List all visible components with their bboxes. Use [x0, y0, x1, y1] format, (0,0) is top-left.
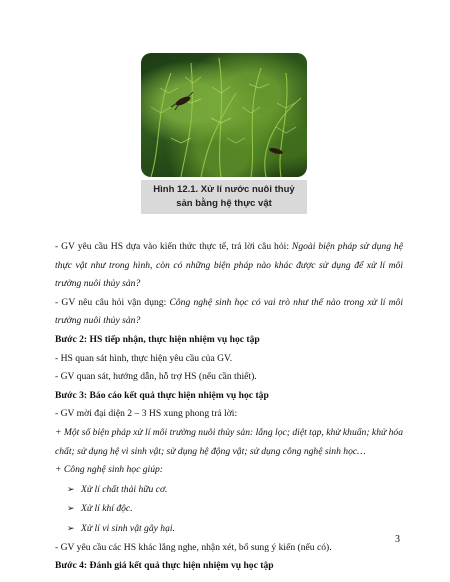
- step-4-heading: Bước 4: Đánh giá kết quả thực hiện nhiệm vụ học tập: [55, 560, 274, 572]
- step-2-line-2: - GV quan sát, hướng dẫn, hỗ trợ HS (nếu cần thiết).: [55, 371, 257, 383]
- question-1-lead: - GV yêu cầu HS dựa vào kiến thức thực tế, trả lời câu hỏi:: [55, 241, 292, 252]
- step-3-line-2: + Một số biện pháp xử lí môi trường nuôi thủy sản: lắng lọc; diệt tạp, khử khuẩn; khử hóa chất; sử dụng hệ vi sinh vật; sử dụng hệ động vật; sử dụng công nghệ sinh học…: [55, 426, 404, 457]
- arrow-bullet-icon: ➢: [67, 503, 75, 514]
- step-3-heading: Bước 3: Báo cáo kết quả thực hiện nhiệm vụ học tập: [55, 389, 269, 401]
- lesson-text: [55, 238, 403, 576]
- arrow-bullet-icon: ➢: [67, 483, 75, 494]
- figure: [141, 53, 307, 214]
- bullet-item: [55, 499, 403, 519]
- bullet-text: Xử lí vi sinh vật gây hại.: [81, 522, 175, 534]
- caption-line2: sản bằng: [176, 198, 221, 209]
- step-2-heading: Bước 2: HS tiếp nhận, thực hiện nhiệm vụ học tập: [55, 333, 260, 345]
- page-number: 3: [395, 534, 400, 545]
- bullet-item: [55, 480, 403, 500]
- question-1-italic: Ngoài biện pháp sử dụng hệ thực vật như trong hình, còn có những biện pháp nào khác được sử dụng để xử lí môi trường nuôi thủy sản?: [55, 241, 403, 290]
- step-2-line-1: - HS quan sát hình, thực hiện yêu cầu của GV.: [55, 352, 233, 364]
- step-3-line-3: + Công nghệ sinh học giúp:: [55, 464, 163, 476]
- caption-bold: nước nuôi thuỷ: [224, 184, 295, 195]
- bullet-text: Xử lí khí độc.: [81, 503, 133, 515]
- question-1: [55, 238, 403, 294]
- question-2-lead: - GV nêu câu hỏi vận dụng:: [55, 296, 170, 308]
- question-2: [55, 294, 403, 331]
- bullet-text: Xử lí chất thải hữu cơ.: [81, 483, 168, 495]
- step-3-line-4: - GV yêu cầu các HS khác lắng nghe, nhận xét, bổ sung ý kiến (nếu có).: [55, 541, 332, 553]
- step-3-line-1: - GV mời đại diện 2 – 3 HS xung phong trả lời:: [55, 408, 238, 420]
- figure-caption: [141, 180, 307, 214]
- question-2-italic: Công nghệ sinh học có vai trò như thế nào trong xử lí môi trường nuôi thủy sản?: [55, 296, 403, 327]
- caption-line2-bold: hệ thực vật: [220, 198, 272, 209]
- arrow-bullet-icon: ➢: [67, 522, 75, 533]
- bullet-item: [55, 519, 403, 539]
- caption-title: Hình 12.1. Xử lí: [153, 184, 225, 195]
- aquatic-plants-photo: [141, 53, 307, 177]
